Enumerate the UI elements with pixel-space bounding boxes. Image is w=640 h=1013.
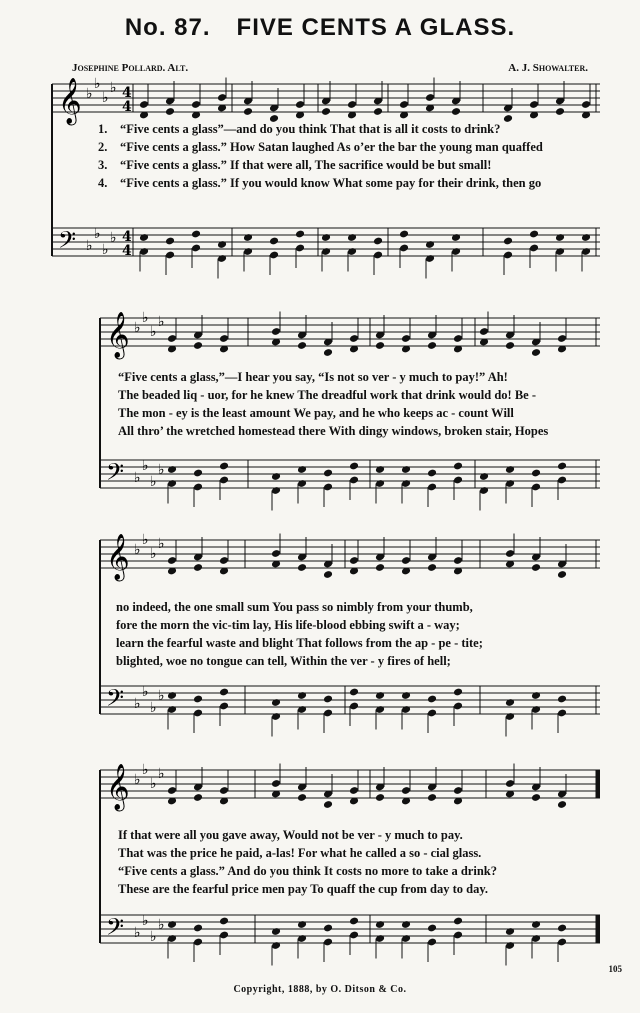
note-head: [219, 688, 229, 697]
note-head: [321, 233, 331, 242]
note-head: [349, 462, 359, 471]
note-head: [529, 230, 539, 239]
flat-sign-icon: ♭: [158, 766, 165, 782]
treble-clef-icon: 𝄞: [106, 764, 130, 810]
flat-sign-icon: ♭: [142, 684, 149, 700]
note-head: [297, 691, 307, 700]
lyrics-system-3: [116, 598, 483, 670]
note-head: [243, 107, 253, 116]
flat-sign-icon: ♭: [158, 917, 165, 933]
lyrics-system-4: [118, 826, 497, 898]
flat-sign-icon: ♭: [142, 532, 149, 548]
note-head: [427, 793, 437, 802]
verse-number: 2.: [98, 140, 108, 154]
final-barline: [596, 770, 600, 798]
treble-clef-icon: 𝄞: [58, 78, 82, 124]
note-head: [297, 465, 307, 474]
note-head: [193, 469, 203, 478]
note-head: [375, 465, 385, 474]
flat-sign-icon: ♭: [134, 696, 141, 712]
flat-sign-icon: ♭: [142, 310, 149, 326]
composer-credit: A. J. Showalter.: [508, 62, 588, 74]
note-head: [191, 230, 201, 239]
lyric-line: no indeed, the one small sum You pass so nimbly from your thumb,: [116, 600, 473, 614]
lyric-line: learn the fearful waste and blight That follows from the ap - pe - tite;: [116, 636, 483, 650]
note-head: [531, 691, 541, 700]
note-head: [375, 563, 385, 572]
note-head: [557, 924, 567, 933]
note-head: [167, 920, 177, 929]
final-barline: [596, 915, 600, 943]
flat-sign-icon: ♭: [150, 324, 157, 340]
note-head: [323, 800, 333, 809]
note-head: [505, 698, 515, 707]
flat-sign-icon: ♭: [142, 458, 149, 474]
note-head: [375, 341, 385, 350]
note-head: [373, 237, 383, 246]
note-head: [505, 465, 515, 474]
note-head: [401, 465, 411, 474]
note-head: [479, 472, 489, 481]
note-head: [427, 924, 437, 933]
copyright-notice: Copyright, 1888, by O. Ditson & Co.: [233, 984, 407, 995]
treble-clef-icon: 𝄞: [106, 312, 130, 358]
flat-sign-icon: ♭: [150, 700, 157, 716]
bass-clef-icon: 𝄢: [106, 913, 125, 946]
note-head: [555, 233, 565, 242]
note-head: [375, 691, 385, 700]
note-head: [297, 341, 307, 350]
time-signature: 4: [122, 229, 132, 245]
flat-sign-icon: ♭: [150, 546, 157, 562]
lyric-line: That was the price he paid, a-las! For what he called a so - cial glass.: [118, 846, 482, 860]
note-head: [557, 695, 567, 704]
note-head: [581, 233, 591, 242]
lyric-line: All thro’ the wretched homestead there With dingy windows, broken stair, Hopes: [118, 424, 549, 438]
flat-sign-icon: ♭: [150, 929, 157, 945]
note-head: [219, 917, 229, 926]
note-head: [427, 695, 437, 704]
note-head: [453, 688, 463, 697]
note-head: [297, 920, 307, 929]
note-head: [269, 237, 279, 246]
lyric-line: “Five cents a glass,”—I hear you say, “Is not so ver - y much to pay!” Ah!: [118, 370, 508, 384]
note-head: [451, 233, 461, 242]
flat-sign-icon: ♭: [134, 772, 141, 788]
note-head: [323, 924, 333, 933]
flat-sign-icon: ♭: [142, 762, 149, 778]
bass-clef-icon: 𝄢: [106, 684, 125, 717]
flat-sign-icon: ♭: [110, 80, 117, 96]
lyrics-system-1: [98, 120, 543, 192]
flat-sign-icon: ♭: [134, 470, 141, 486]
note-head: [321, 107, 331, 116]
flat-sign-icon: ♭: [94, 226, 101, 242]
note-head: [271, 698, 281, 707]
hymn-title: FIVE CENTS A GLASS.: [236, 14, 516, 41]
flat-sign-icon: ♭: [142, 913, 149, 929]
note-head: [375, 793, 385, 802]
bass-clef-icon: 𝄢: [58, 226, 77, 259]
lyric-line: fore the morn the vic-tim lay, His life-blood ebbing swift a - way;: [116, 618, 460, 632]
flat-sign-icon: ♭: [110, 230, 117, 246]
note-head: [193, 695, 203, 704]
lyric-line: “Five cents a glass.” And do you think It costs no more to take a drink?: [118, 864, 497, 878]
note-head: [427, 469, 437, 478]
note-head: [297, 793, 307, 802]
note-head: [531, 563, 541, 572]
note-head: [219, 462, 229, 471]
note-head: [323, 469, 333, 478]
note-head: [271, 472, 281, 481]
treble-clef-icon: 𝄞: [106, 534, 130, 580]
time-signature: 4: [122, 99, 132, 115]
note-head: [323, 570, 333, 579]
note-head: [193, 563, 203, 572]
lyricist-credit: Josephine Pollard. Alt.: [72, 62, 189, 74]
note-head: [193, 924, 203, 933]
lyric-line: 4. “Five cents a glass.” If you would know What some pay for their drink, then go: [98, 176, 542, 190]
note-head: [557, 570, 567, 579]
lyrics-system-2: [118, 368, 548, 440]
flat-sign-icon: ♭: [102, 90, 109, 106]
flat-sign-icon: ♭: [86, 238, 93, 254]
flat-sign-icon: ♭: [158, 536, 165, 552]
flat-sign-icon: ♭: [86, 86, 93, 102]
note-head: [557, 800, 567, 809]
note-head: [427, 341, 437, 350]
flat-sign-icon: ♭: [150, 474, 157, 490]
flat-sign-icon: ♭: [134, 925, 141, 941]
note-head: [375, 920, 385, 929]
note-head: [531, 348, 541, 357]
flat-sign-icon: ♭: [150, 776, 157, 792]
note-head: [297, 563, 307, 572]
flat-sign-icon: ♭: [94, 76, 101, 92]
note-head: [323, 348, 333, 357]
note-head: [373, 107, 383, 116]
note-head: [531, 793, 541, 802]
verse-number: 4.: [98, 176, 108, 190]
lyric-line: These are the fearful price men pay To quaff the cup from day to day.: [118, 882, 489, 896]
note-head: [503, 237, 513, 246]
note-head: [401, 920, 411, 929]
note-head: [323, 695, 333, 704]
note-head: [347, 233, 357, 242]
note-head: [427, 563, 437, 572]
note-head: [505, 927, 515, 936]
note-head: [167, 465, 177, 474]
note-head: [139, 233, 149, 242]
note-head: [399, 230, 409, 239]
note-head: [425, 240, 435, 249]
flat-sign-icon: ♭: [158, 314, 165, 330]
lyric-line: The beaded liq - uor, for he knew The dreadful work that drink would do! Be -: [118, 388, 537, 402]
bass-clef-icon: 𝄢: [106, 458, 125, 491]
note-head: [271, 927, 281, 936]
note-head: [243, 233, 253, 242]
lyric-line: 3. “Five cents a glass.” If that were all, The sacrifice would be but small!: [98, 158, 492, 172]
note-head: [531, 469, 541, 478]
verse-number: 3.: [98, 158, 108, 172]
note-head: [349, 917, 359, 926]
lyric-line: blighted, woe no tongue can tell, Within the ver - y fires of hell;: [116, 654, 451, 668]
note-head: [557, 462, 567, 471]
note-head: [165, 107, 175, 116]
note-head: [349, 688, 359, 697]
verse-number: 1.: [98, 122, 108, 136]
note-head: [453, 917, 463, 926]
lyric-line: If that were all you gave away, Would not be ver - y much to pay.: [118, 828, 463, 842]
note-head: [505, 341, 515, 350]
flat-sign-icon: ♭: [134, 542, 141, 558]
note-head: [453, 462, 463, 471]
note-head: [451, 107, 461, 116]
hymn-number: No. 87.: [124, 14, 211, 41]
lyric-line: The mon - ey is the least amount We pay, and he who keeps ac - count Will: [118, 406, 514, 420]
time-signature: 4: [122, 85, 132, 101]
lyric-line: 1. “Five cents a glass”—and do you think That that is all it costs to drink?: [98, 122, 501, 136]
flat-sign-icon: ♭: [158, 688, 165, 704]
note-head: [295, 230, 305, 239]
lyric-line: 2. “Five cents a glass.” How Satan laughed As o’er the bar the young man quaffed: [98, 140, 543, 154]
note-head: [165, 237, 175, 246]
flat-sign-icon: ♭: [134, 320, 141, 336]
flat-sign-icon: ♭: [158, 462, 165, 478]
note-head: [217, 240, 227, 249]
note-head: [193, 341, 203, 350]
note-head: [167, 691, 177, 700]
page-number: 105: [608, 964, 622, 974]
flat-sign-icon: ♭: [102, 242, 109, 258]
note-head: [193, 793, 203, 802]
note-head: [401, 691, 411, 700]
note-head: [555, 107, 565, 116]
note-head: [531, 920, 541, 929]
time-signature: 4: [122, 243, 132, 259]
